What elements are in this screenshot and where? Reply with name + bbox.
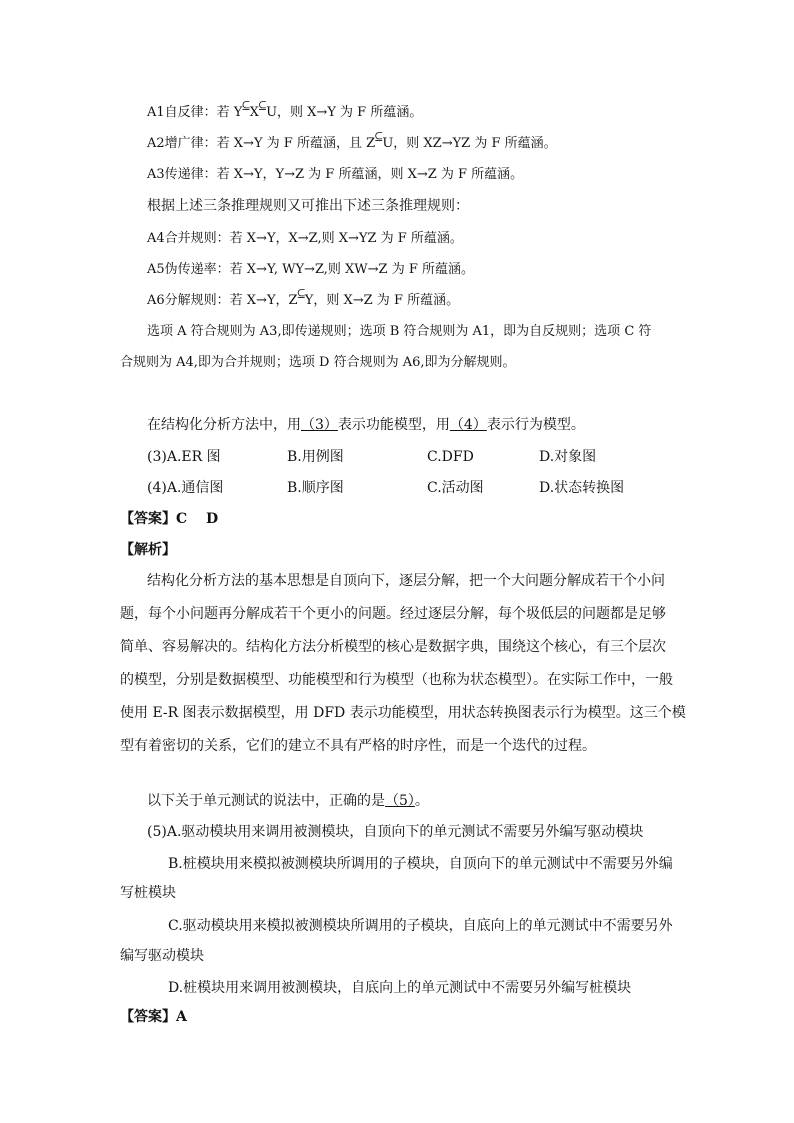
q5-stem-suffix: 。 — [414, 793, 429, 809]
q3-option-b: B.用例图 — [287, 449, 344, 465]
q34-stem — [147, 415, 585, 435]
q3-option-c: C.DFD — [427, 449, 474, 465]
rule-a4: A4合并规则：若 X→Y，X→Z,则 X→YZ 为 F 所蕴涵。 — [147, 231, 463, 246]
rule-a2-prefix: A2增广律：若 X→Y 为 F 所蕴涵，且 Z — [147, 136, 376, 151]
analysis-line: 型有着密切的关系，它们的建立不具有严格的时序性，而是一个迭代的过程。 — [120, 738, 596, 754]
rule-a1-suffix: U，则 X→Y 为 F 所蕴涵。 — [266, 105, 423, 120]
rules-intro: 根据上述三条推理规则又可推出下述三条推理规则： — [147, 198, 469, 214]
analysis-line: 简单、容易解决的。结构化方法分析模型的核心是数据字典，围绕这个核心，有三个层次 — [120, 639, 666, 655]
q5-option-d: D.桩模块用来调用被测模块，自底向上的单元测试中不需要另外编写桩模块 — [168, 980, 632, 996]
analysis-label: 【解析】 — [120, 542, 176, 558]
q5-option-c-cont: 编写驱动模块 — [120, 948, 204, 964]
q5-stem — [147, 791, 429, 811]
q5-answer — [120, 1008, 187, 1026]
q5-option-a: (5)A.驱动模块用来调用被测模块，自顶向下的单元测试不需要另外编写驱动模块 — [147, 824, 644, 840]
blank-4: （4） — [449, 417, 487, 433]
q5-option-b: B.桩模块用来模拟被测模块所调用的子模块，自顶向下的单元测试中不需要另外编 — [168, 856, 673, 872]
answer-value: C D — [176, 511, 219, 527]
answer-label: 【答案】 — [120, 511, 176, 527]
rule-a5: A5伪传递率：若 X→Y, WY→Z,则 XW→Z 为 F 所蕴涵。 — [147, 262, 474, 277]
subset-symbol: ⊆ — [374, 130, 384, 143]
answer-label: 【答案】 — [120, 1009, 176, 1025]
rule-a2-suffix: U，则 XZ→YZ 为 F 所蕴涵。 — [382, 136, 557, 151]
q3-option-a: (3)A.ER 图 — [147, 449, 221, 465]
rule-a6-prefix: A6分解规则：若 X→Y，Z — [147, 293, 298, 308]
subset-symbol: ⊆ — [241, 99, 251, 112]
q34-stem-mid: 表示功能模型，用 — [337, 417, 450, 433]
q4-option-d: D.状态转换图 — [539, 480, 625, 496]
q4-option-c: C.活动图 — [427, 480, 484, 496]
subset-symbol: ⊆ — [257, 99, 268, 112]
rules-conclusion-line2: 合规则为 A4,即为合并规则；选项 D 符合规则为 A6,即为分解规则。 — [120, 355, 516, 370]
rule-a2 — [147, 130, 557, 153]
q5-option-b-cont: 写桩模块 — [120, 885, 176, 901]
rule-a3: A3传递律：若 X→Y，Y→Z 为 F 所蕴涵，则 X→Z 为 F 所蕴涵。 — [147, 167, 524, 182]
answer-value: A — [176, 1009, 187, 1025]
rule-a6 — [147, 287, 460, 310]
rule-a1 — [147, 99, 423, 122]
analysis-line: 结构化分析方法的基本思想是自顶向下，逐层分解，把一个大问题分解成若干个小问 — [147, 573, 665, 589]
analysis-line: 使用 E-R 图表示数据模型，用 DFD 表示功能模型，用状态转换图表示行为模型。这三个模 — [120, 705, 686, 721]
q4-option-a: (4)A.通信图 — [147, 480, 224, 496]
q34-stem-prefix: 在结构化分析方法中，用 — [147, 417, 301, 433]
analysis-line: 的模型，分别是数据模型、功能模型和行为模型（也称为状态模型）。在实际工作中，一般 — [120, 672, 673, 688]
rule-a1-prefix: A1自反律：若 Y — [147, 105, 243, 120]
q34-answer — [120, 510, 218, 528]
analysis-line: 题，每个小问题再分解成若干个更小的问题。经过逐层分解，每个圾低层的问题都是足够 — [120, 606, 666, 622]
q3-option-d: D.对象图 — [539, 449, 597, 465]
rule-a1-mid: X — [249, 105, 259, 120]
blank-3: （3） — [301, 417, 338, 433]
q5-option-c: C.驱动模块用来模拟被测模块所调用的子模块，自底向上的单元测试中不需要另外 — [168, 918, 673, 934]
blank-5: （5） — [385, 793, 415, 809]
q34-stem-suffix: 表示行为模型。 — [486, 417, 585, 433]
rule-a6-suffix: Y，则 X→Z 为 F 所蕴涵。 — [304, 293, 460, 308]
rules-conclusion-line1: 选项 A 符合规则为 A3,即传递规则；选项 B 符合规则为 A1，即为自反规则；选项 C 符 — [147, 324, 652, 339]
subset-symbol: ⊆ — [296, 287, 306, 300]
q4-option-b: B.顺序图 — [287, 480, 344, 496]
q5-stem-prefix: 以下关于单元测试的说法中，正确的是 — [147, 793, 385, 809]
